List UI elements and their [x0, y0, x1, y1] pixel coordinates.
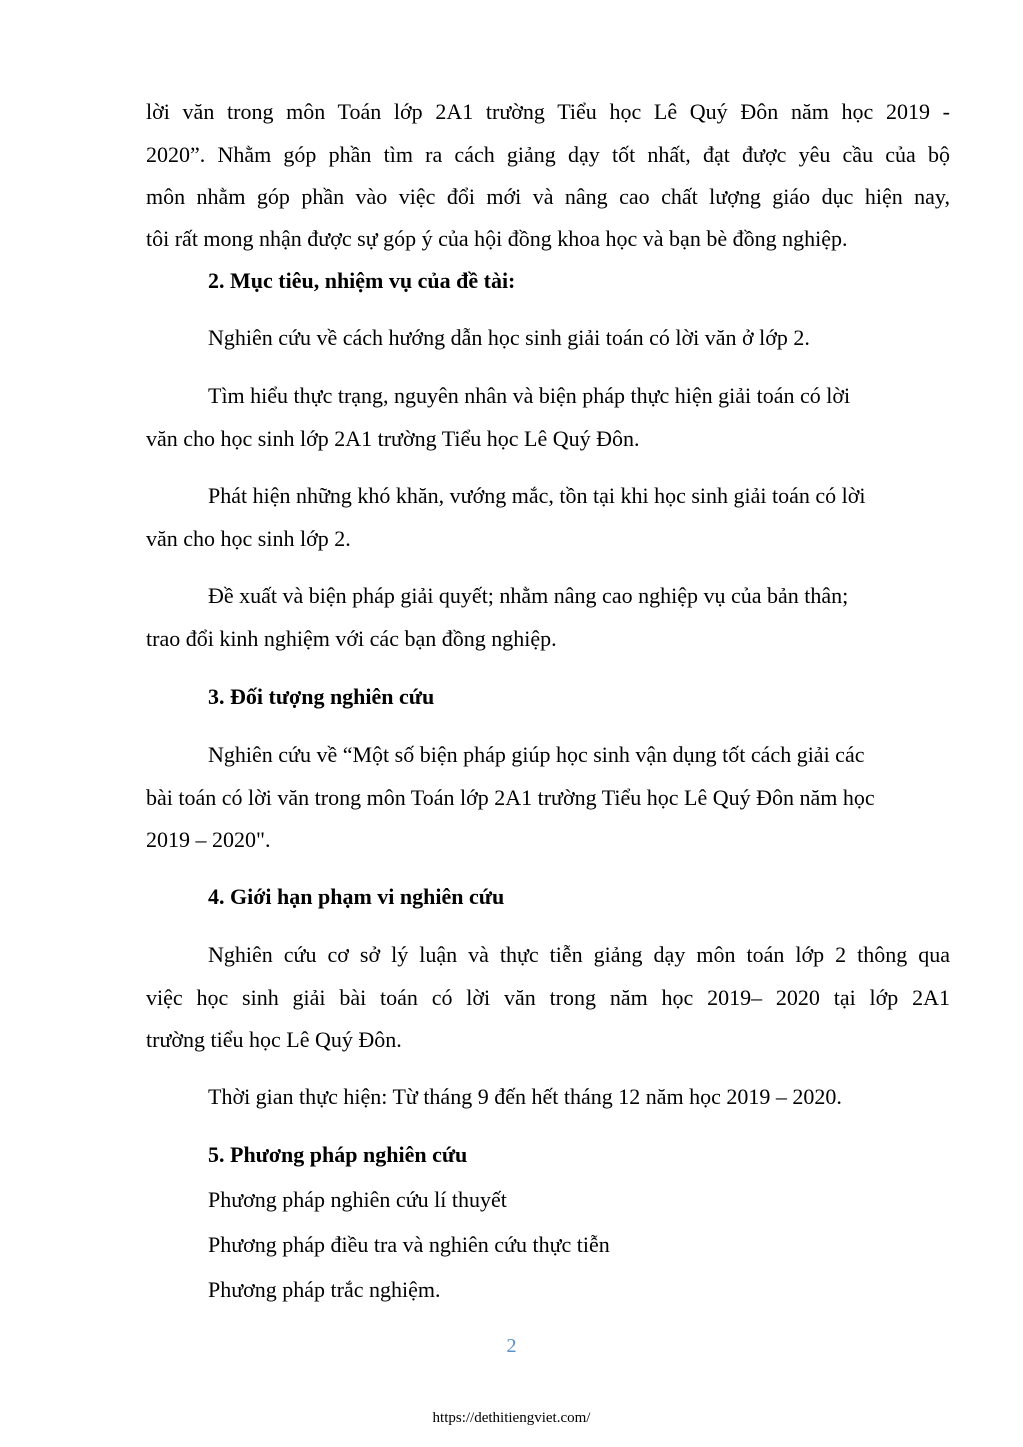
section-4-line3: trường tiểu học Lê Quý Đôn.	[146, 1027, 402, 1052]
section-2-p3-line1: Phát hiện những khó khăn, vướng mắc, tồn tại khi học sinh giải toán có lời	[208, 483, 866, 508]
section-2-heading: 2. Mục tiêu, nhiệm vụ của đề tài:	[208, 268, 516, 293]
section-2-p2-line1: Tìm hiểu thực trạng, nguyên nhân và biện pháp thực hiện giải toán có lời	[208, 383, 851, 408]
intro-line-4: tôi rất mong nhận được sự góp ý của hội đồng khoa học và bạn bè đồng nghiệp.	[146, 226, 848, 251]
intro-line-2: 2020”. Nhằm góp phần tìm ra cách giảng dạy tốt nhất, đạt được yêu cầu của bộ	[146, 142, 950, 167]
section-2-p4-line2: trao đổi kinh nghiệm với các bạn đồng nghiệp.	[146, 626, 557, 651]
section-3-line1: Nghiên cứu về “Một số biện pháp giúp học sinh vận dụng tốt cách giải các	[208, 742, 865, 767]
section-3-line2: bài toán có lời văn trong môn Toán lớp 2A1 trường Tiểu học Lê Quý Đôn năm học	[146, 785, 875, 810]
section-4-heading: 4. Giới hạn phạm vi nghiên cứu	[208, 884, 505, 909]
section-5-heading: 5. Phương pháp nghiên cứu	[208, 1142, 468, 1167]
intro-line-3: môn nhằm góp phần vào việc đổi mới và nâng cao chất lượng giáo dục hiện nay,	[146, 184, 950, 209]
method-item: Phương pháp nghiên cứu lí thuyết	[208, 1187, 507, 1212]
section-3-heading: 3. Đối tượng nghiên cứu	[208, 684, 435, 709]
section-2-p2-line2: văn cho học sinh lớp 2A1 trường Tiểu học Lê Quý Đôn.	[146, 426, 640, 451]
section-2-p4-line1: Đề xuất và biện pháp giải quyết; nhằm nâng cao nghiệp vụ của bản thân;	[208, 583, 849, 608]
intro-line-1: lời văn trong môn Toán lớp 2A1 trường Tiểu học Lê Quý Đôn năm học 2019 -	[146, 99, 950, 124]
page-number: 2	[506, 1335, 517, 1357]
footer-url[interactable]: https://dethitiengviet.com/	[432, 1410, 591, 1426]
section-2-p3-line2: văn cho học sinh lớp 2.	[146, 526, 351, 551]
section-2-p1: Nghiên cứu về cách hướng dẫn học sinh giải toán có lời văn ở lớp 2.	[208, 325, 810, 350]
method-item: Phương pháp trắc nghiệm.	[208, 1277, 441, 1302]
method-item: Phương pháp điều tra và nghiên cứu thực tiễn	[208, 1232, 610, 1257]
section-3-line3: 2019 – 2020".	[146, 827, 271, 852]
section-4-time: Thời gian thực hiện: Từ tháng 9 đến hết tháng 12 năm học 2019 – 2020.	[208, 1084, 842, 1109]
section-4-line1: Nghiên cứu cơ sở lý luận và thực tiễn giảng dạy môn toán lớp 2 thông qua	[208, 942, 950, 967]
section-4-line2: việc học sinh giải bài toán có lời văn trong năm học 2019– 2020 tại lớp 2A1	[146, 985, 950, 1010]
